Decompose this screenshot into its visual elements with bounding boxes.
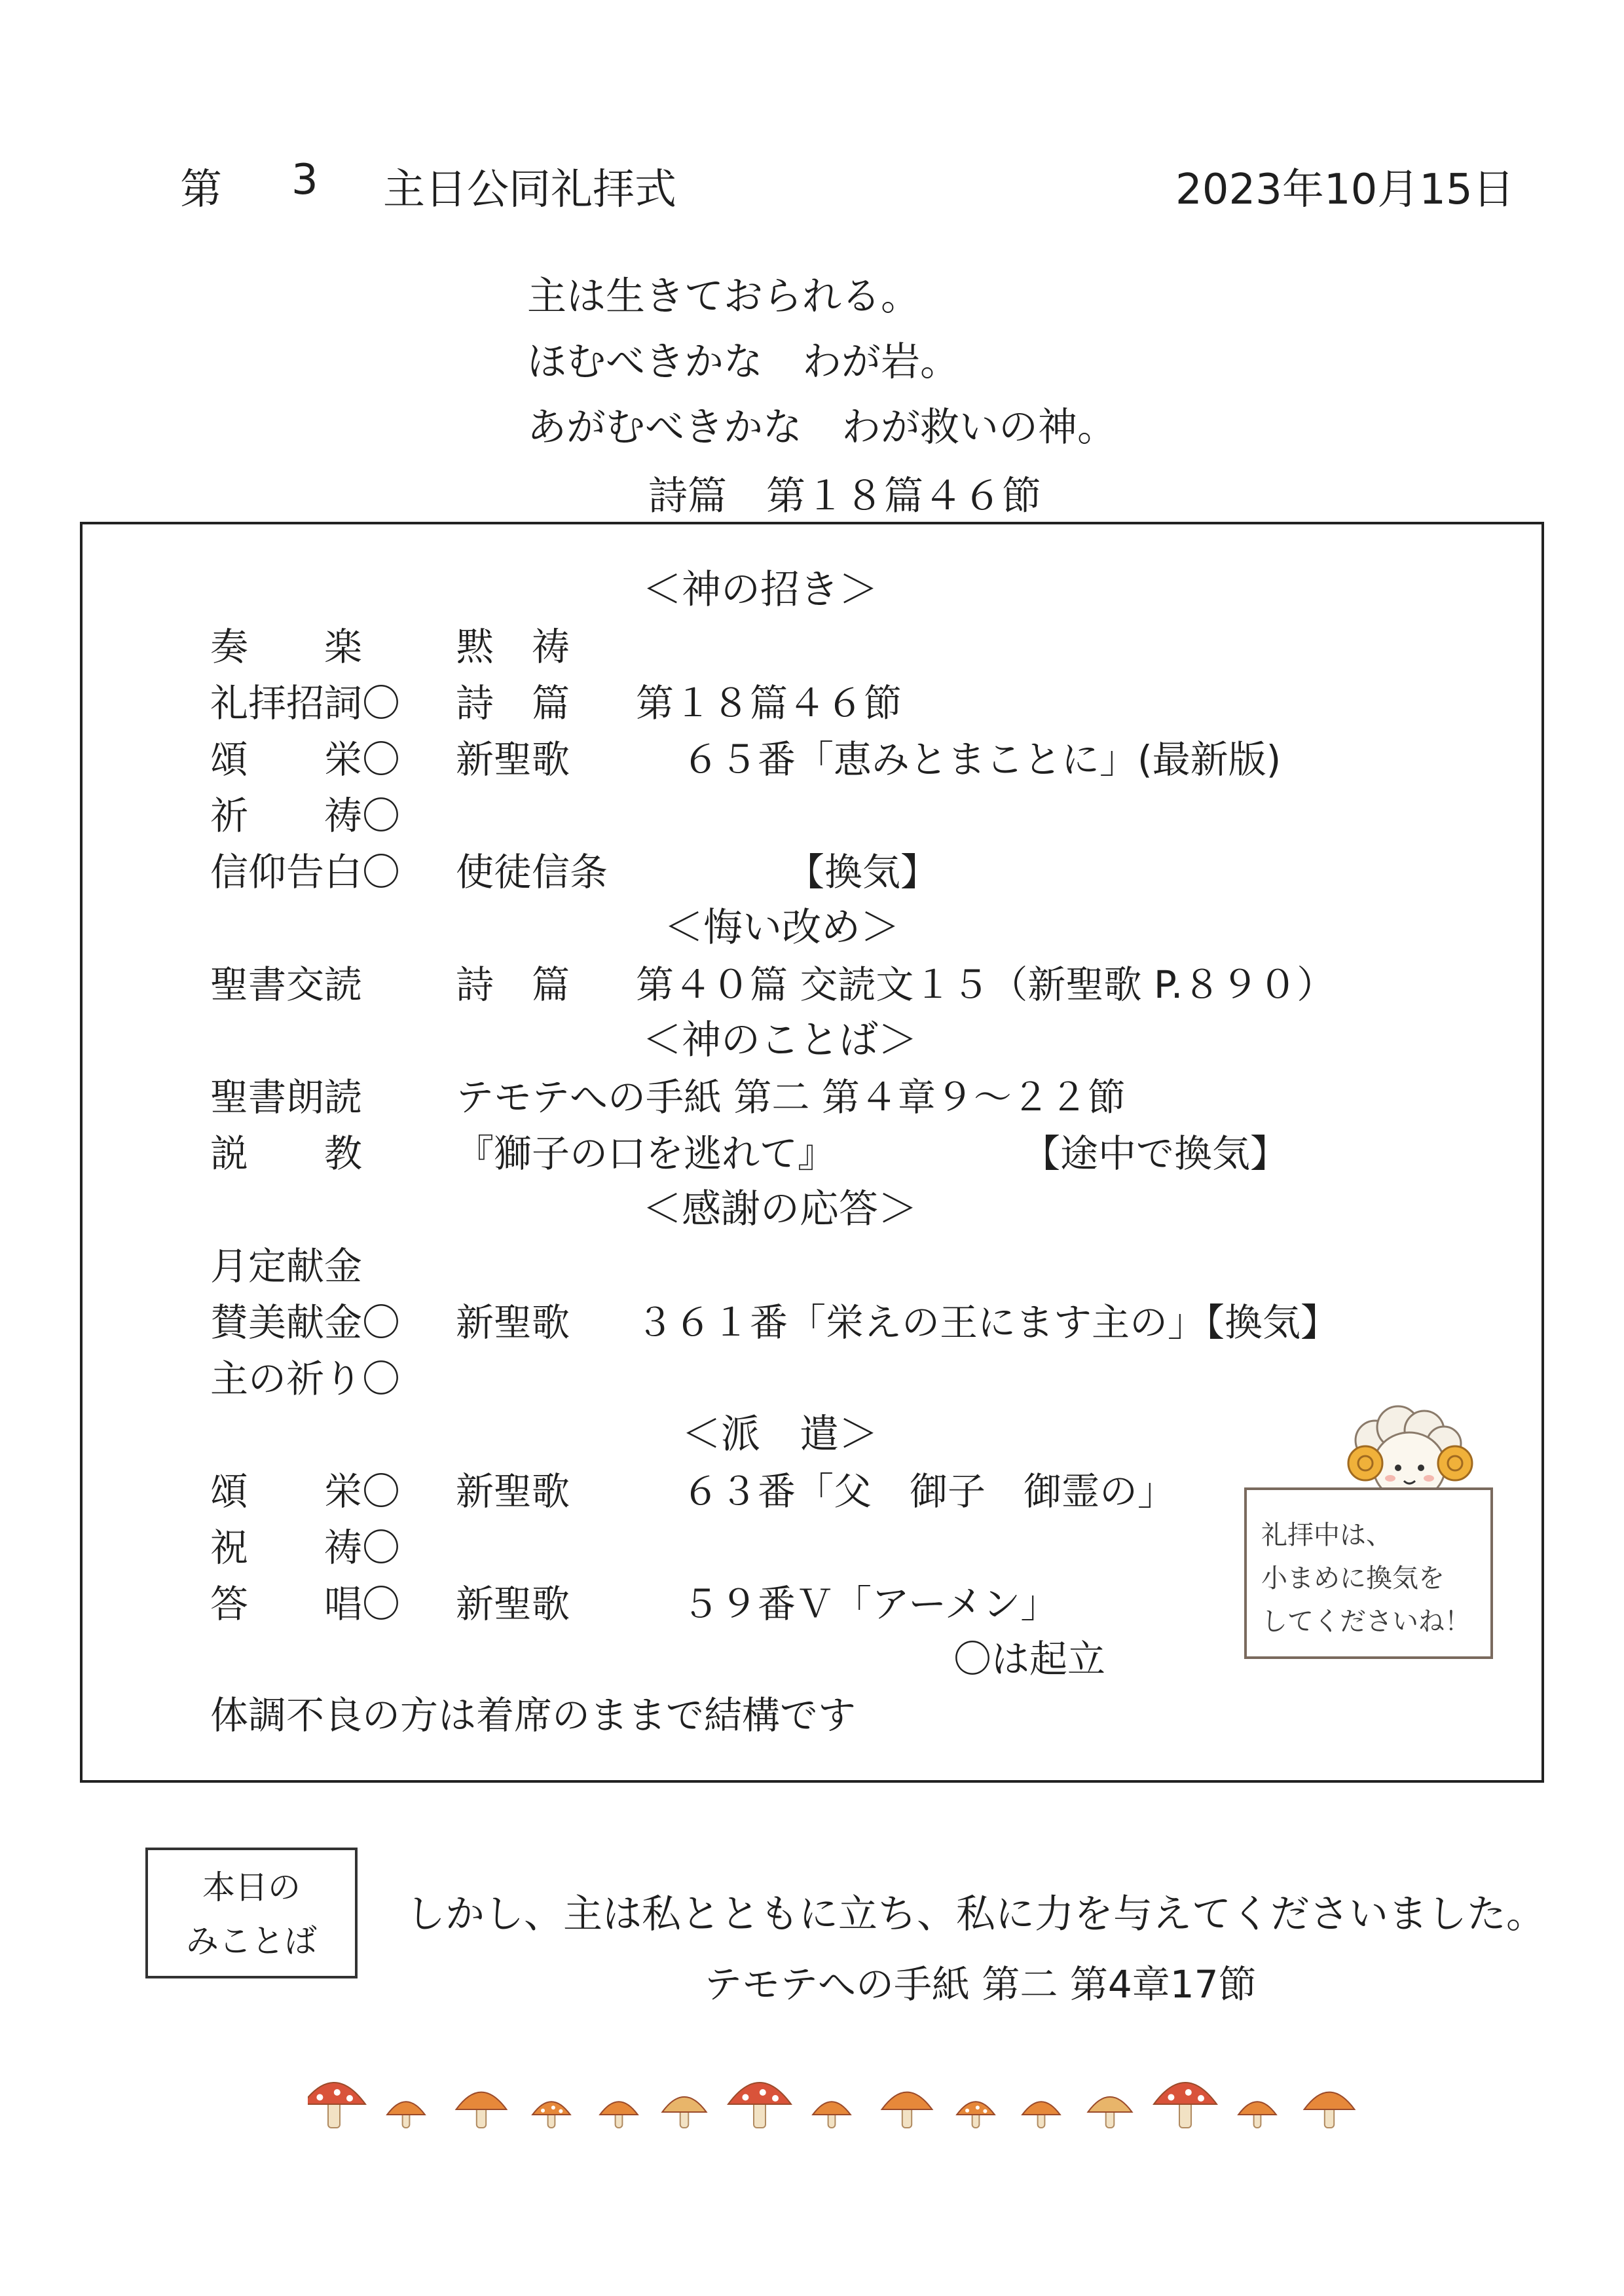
mushroom-icon [1238,2102,1276,2128]
order-detail: ５９番Ｖ「アーメン」 [682,1582,1059,1626]
mushroom-icon [882,2092,932,2128]
order-detail: 【途中で換気】 [1022,1131,1289,1176]
order-detail: 第４０篇 交読文１５（新聖歌 P.８９０） [636,962,1335,1007]
mushroom-icon [456,2092,507,2128]
order-item: 聖書朗読 [210,1075,363,1120]
order-detail: 第１８篇４６節 [636,681,902,725]
order-item: 礼拝招詞〇 [210,681,401,725]
mushroom-icon [662,2097,706,2128]
order-type: 黙 祷 [456,625,570,669]
ventilation-note [1244,1487,1493,1659]
mushroom-decoration [308,2043,1382,2134]
todays-word-label-line-2: みことば [186,1922,317,1960]
order-type: 新聖歌 [456,1469,570,1514]
order-item: 祈 祷〇 [210,793,401,838]
order-detail: ６３番「父 御子 御霊の」 [682,1469,1176,1514]
order-type: テモテへの手紙 第二 第４章９～２２節 [456,1075,1126,1120]
order-item: 信仰告白〇 [210,850,401,894]
order-detail: ３６１番「栄えの王にます主の」【換気】 [636,1300,1339,1345]
mushroom-icon [813,2102,851,2128]
service-prefix: 第 [180,166,222,214]
mushroom-icon [1154,2083,1217,2128]
service-number: 3 [291,156,318,204]
todays-word-verse: しかし、主は私とともに立ち、私に力を与えてくださいました。 [406,1891,1545,1937]
order-item: 月定献金 [210,1244,363,1288]
standing-note: 〇は起立 [953,1637,1106,1681]
ventilation-note-line-1: 礼拝中は、 [1261,1520,1392,1550]
opening-verse-citation: 詩篇 第１８篇４６節 [648,473,1041,519]
section-word: ＜神のことば＞ [642,1017,917,1063]
mushroom-icon [1088,2097,1132,2128]
order-item: 奏 楽 [210,625,363,669]
ventilation-note-line-3: してくださいね！ [1261,1607,1471,1637]
order-item: 頌 栄〇 [210,1469,401,1514]
order-item: 祝 祷〇 [210,1525,401,1570]
order-type: 新聖歌 [456,737,570,782]
order-detail: 【換気】 [786,850,939,894]
section-sending: ＜派 遣＞ [682,1412,878,1457]
order-item: 頌 栄〇 [210,737,401,782]
mushroom-icon [957,2102,995,2128]
todays-word-reference: テモテへの手紙 第二 第4章17節 [704,1962,1257,2007]
section-repentance: ＜悔い改め＞ [664,905,900,951]
mushroom-icon [1022,2102,1060,2128]
order-item: 賛美献金〇 [210,1300,401,1345]
mushroom-icon [600,2102,638,2128]
ventilation-note-line-2: 小まめに換気を [1261,1563,1445,1594]
opening-verse-line-1: 主は生きておられる。 [527,274,920,319]
todays-word-label-line-1: 本日の [202,1868,301,1906]
order-item: 主の祈り〇 [210,1357,401,1401]
order-type: 新聖歌 [456,1300,570,1345]
mushroom-icon [728,2083,791,2128]
mushroom-icon [532,2102,570,2128]
order-type: 詩 篇 [456,962,570,1007]
mushroom-icon [1304,2092,1355,2128]
mushroom-icon [387,2102,425,2128]
order-item: 答 唱〇 [210,1582,401,1626]
opening-verse-line-2: ほむべきかな わが岩。 [527,339,959,385]
order-type: 使徒信条 [456,850,608,894]
order-type: 新聖歌 [456,1582,570,1626]
section-invitation: ＜神の招き＞ [642,567,878,613]
opening-verse-line-3: あがむべきかな わが救いの神。 [527,405,1116,450]
health-note: 体調不良の方は着席のままで結構です [210,1693,857,1738]
order-detail: ６５番「恵みとまことに」(最新版) [682,737,1282,782]
order-item: 説 教 [210,1131,363,1176]
todays-word-label [145,1848,358,1978]
order-item: 聖書交読 [210,962,363,1007]
order-type: 『獅子の口を逃れて』 [456,1131,836,1176]
order-type: 詩 篇 [456,681,570,725]
mushroom-icon [308,2083,365,2128]
service-date: 2023年10月15日 [1175,166,1515,214]
section-thanks: ＜感謝の応答＞ [642,1186,917,1232]
service-title: 主日公同礼拝式 [383,166,676,214]
